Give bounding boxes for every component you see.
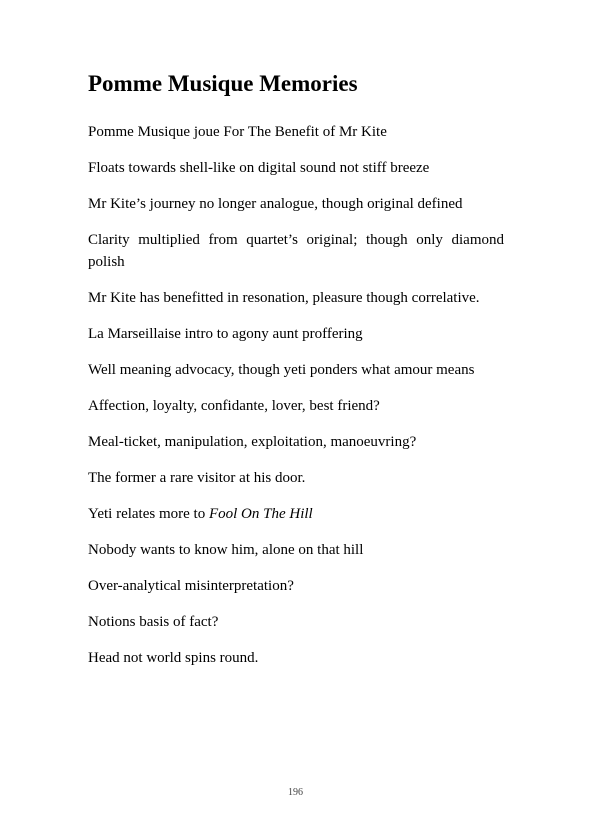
poem-line: The former a rare visitor at his door. <box>88 470 306 486</box>
poem-line: Floats towards shell-like on digital sound not stiff breeze <box>88 160 430 176</box>
poem-line: Affection, loyalty, confidante, lover, best friend? <box>88 398 380 414</box>
poem-line-text: Yeti relates more to <box>88 506 206 522</box>
poem-line: Head not world spins round. <box>88 650 259 666</box>
poem-line: Well meaning advocacy, though yeti ponders what amour means <box>88 362 475 378</box>
poem-line: Nobody wants to know him, alone on that hill <box>88 542 364 558</box>
poem-line: Over-analytical misinterpretation? <box>88 578 294 594</box>
poem-line: Meal-ticket, manipulation, exploitation, manoeuvring? <box>88 434 417 450</box>
poem-line: Mr Kite has benefitted in resonation, pleasure though correlative. <box>88 290 480 306</box>
poem-title: Pomme Musique Memories <box>88 71 358 96</box>
song-title-italic: Fool On The Hill <box>208 506 313 522</box>
poem-line: Mr Kite’s journey no longer analogue, though original defined <box>88 196 463 212</box>
poem-line: La Marseillaise intro to agony aunt proffering <box>88 326 363 342</box>
poem-line: Pomme Musique joue For The Benefit of Mr Kite <box>88 124 387 140</box>
poem-line <box>88 503 504 525</box>
poem-line: Notions basis of fact? <box>88 614 219 630</box>
poem-line: Clarity multiplied from quartet’s original; though only diamond polish <box>88 232 504 270</box>
page-number: 196 <box>288 787 303 798</box>
poem-body <box>88 121 504 683</box>
